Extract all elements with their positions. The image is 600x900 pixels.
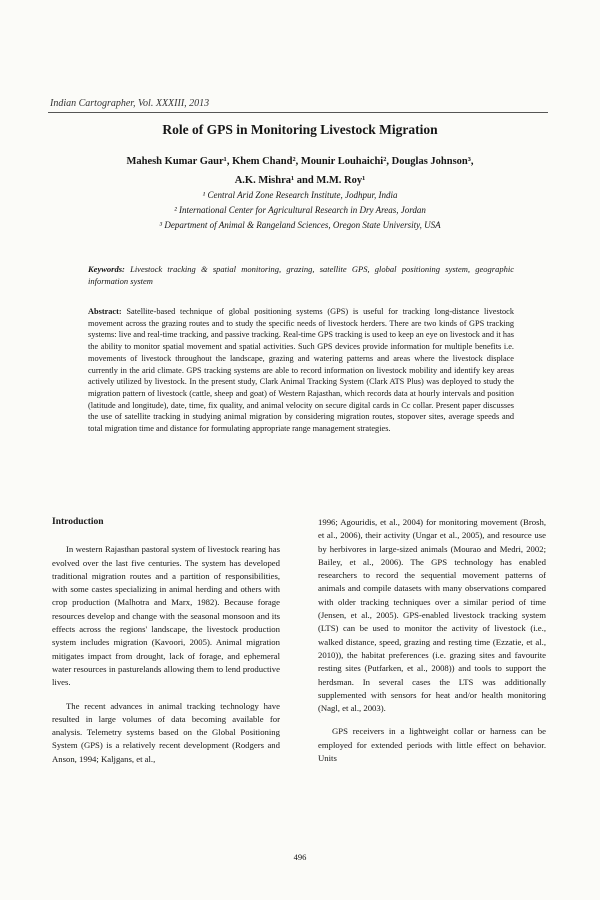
running-head: Indian Cartographer, Vol. XXXIII, 2013 [50, 98, 210, 109]
affiliation-2: ² International Center for Agricultural Research in Dry Areas, Jordan [174, 205, 426, 215]
section-heading-introduction: Introduction [52, 517, 104, 527]
abstract-text: Satellite-based technique of global positioning systems (GPS) is useful for tracking long-distance livestock movement across the grazing routes and to study the specific needs of livestock herders. There are two kinds of GPS tracking systems: live and real-time tracking, and passive tracking. Real-time GPS tracking is used to keep an eye on livestock and it has the ability to monitor spatial movement and spatial activities. Such GPS devices provide information for multiple benefits i.e. movements of livestock throughout the landscape, grazing and watering patterns and areas where the livestock displace currently in the arid climate. GPS tracking systems are able to record information on livestock mobility and identify key areas actively utilized by livestock. In the present study, Clark Animal Tracking System (Clark ATS Plus) was deployed to study the migration pattern of livestock (cattle, sheep and goat) of Western Rajasthan, which records data at hourly intervals and position (latitude and longitude), date, time, fix quality, and animal velocity on secure digital cards in Cc collar. Present paper discusses the use of satellite tracking in studying animal migration by considering migration routes, stopover sites, average speeds and total migration time and distance for formulating appropriate range management strategies. [88, 307, 514, 434]
keywords [88, 263, 514, 287]
abstract-label: Abstract: [88, 307, 122, 316]
affiliation-1: ¹ Central Arid Zone Research Institute, Jodhpur, India [202, 190, 398, 200]
affiliation-3: ³ Department of Animal & Rangeland Sciences, Oregon State University, USA [159, 220, 441, 230]
authors [70, 152, 530, 190]
left-column [52, 516, 280, 776]
affiliations [70, 188, 530, 233]
keywords-text: Livestock tracking & spatial monitoring, grazing, satellite GPS, global positioning system, geographic information system [88, 264, 514, 286]
intro-paragraph-1: In western Rajasthan pastoral system of livestock rearing has evolved over the last five centuries. The system has developed traditional migration routes and a partition of responsibilities, with some castes specializing in animal herding and others with crop production (Malhotra and Marx, 1982). Because forage resources develop and change with the seasonal monsoon and its effects across the regions' landscape, the livestock production system includes migration (Kavoori, 2005). Animal migration mitigates impact from drought, lack of forage, and ephemeral water resources in pasturelands allowing them to lend productive lives. [52, 544, 280, 688]
page-number: 496 [293, 852, 307, 862]
abstract [88, 306, 514, 435]
intro-paragraph-2: The recent advances in animal tracking technology have resulted in large volumes of data becoming available for analysis. Telemetry systems based on the Global Positioning System (GPS) is a relatively recent development (Rodgers and Anson, 1994; Kaljgans, et al., [52, 700, 280, 764]
header-rule [48, 112, 548, 113]
right-paragraph-2: GPS receivers in a lightweight collar or harness can be employed for extended periods with little effect on behavior. Units [318, 726, 546, 764]
authors-line-2: A.K. Mishra¹ and M.M. Roy¹ [234, 175, 366, 186]
authors-line-1: Mahesh Kumar Gaur¹, Khem Chand², Mounir Louhaichi², Douglas Johnson³, [126, 156, 474, 167]
right-paragraph-1: 1996; Agouridis, et al., 2004) for monitoring movement (Brosh, et al., 2006), their activity (Ungar et al., 2005), and resource use by herbivores in large-sized animals (Mourao and Medri, 2002; Bailey, et al., 2006). The GPS technology has enabled researchers to record the sequential movement patterns of animals and compile datasets with many observations compared with older tracking techniques over a similar period of time (Jensen, et al., 2005). GPS-enabled livestock tracking system (LTS) can be used to monitor the activity of livestock (i.e., walked distance, speed, grazing and resting time (Ezzatie, et al., 2010)), the habitat preferences (i.e. grazing sites and favourite resting sites (Putfarken, et al., 2008)) and tools to support the herdsman. In several cases the LTS was additionally supplemented with sensors for heat and/or health monitoring (Nagl, et al., 2003). [318, 517, 546, 714]
paper-title: Role of GPS in Monitoring Livestock Migration [162, 122, 438, 137]
keywords-label: Keywords: [88, 264, 125, 274]
right-column [318, 516, 546, 775]
